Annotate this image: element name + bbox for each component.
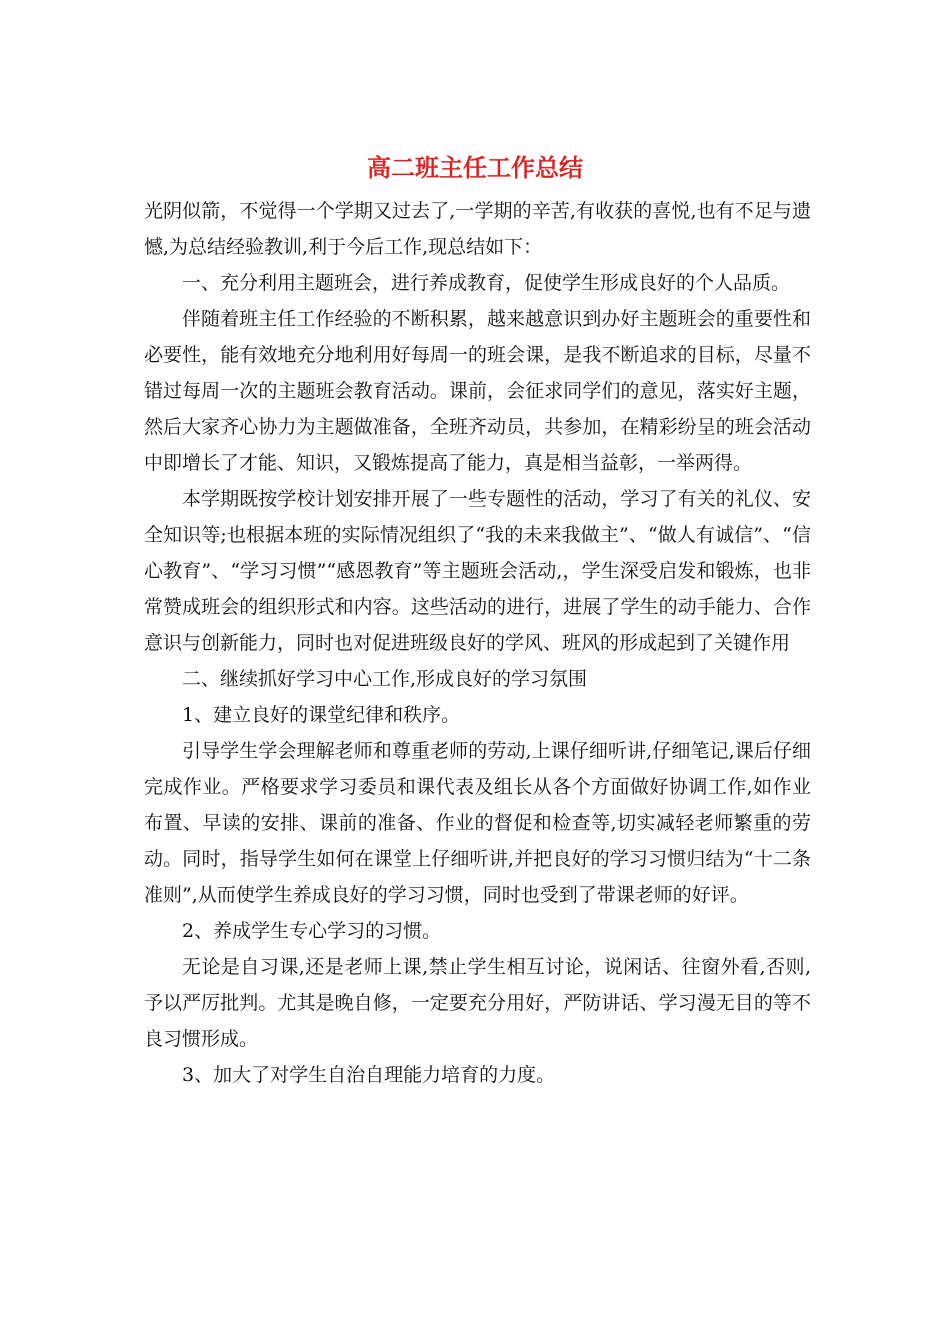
paragraph-heading-1: 一、充分利用主题班会，进行养成教育，促使学生形成良好的个人品质。 — [182, 272, 791, 294]
paragraph-classroom-discipline: 引导学生学会理解老师和尊重老师的劳动,上课仔细听讲,仔细笔记,课后仔细完成作业。严格要求学习委员和课代表及组长从各个方面做好协调工作,如作业布置、早读的安排、课前的准备、作业的督促和检查等,切实减轻老师繁重的劳动。同时，指导学生如何在课堂上仔细听讲,并把良好的学习习惯归结为“十二条准则”,从而使学生养成良好的学习习惯，同时也受到了带课老师的好评。 — [144, 740, 811, 906]
document-title: 高二班主任工作总结 — [367, 153, 583, 182]
paragraph-class-meeting: 伴随着班主任工作经验的不断积累，越来越意识到办好主题班会的重要性和必要性，能有效地充分地利用好每周一的班会课，是我不断追求的目标，尽量不错过每周一次的主题班会教育活动。课前，会征求同学们的意见，落实好主题，然后大家齐心协力为主题做准备，全班齐动员，共参加，在精彩纷呈的班会活动中即增长了才能、知识，又锻炼提高了能力，真是相当益彰，一举两得。 — [144, 308, 811, 474]
document-body — [144, 193, 811, 1093]
paragraph-activities: 本学期既按学校计划安排开展了一些专题性的活动，学习了有关的礼仪、安全知识等;也根据本班的实际情况组织了“我的未来我做主”、“做人有诚信”、“信心教育”、“学习习惯”“感恩教育”等主题班会活动,，学生深受启发和锻炼，也非常赞成班会的组织形式和内容。这些活动的进行，进展了学生的动手能力、合作意识与创新能力，同时也对促进班级良好的学风、班风的形成起到了关键作用 — [144, 488, 811, 654]
paragraph-focus-study: 无论是自习课,还是老师上课,禁止学生相互讨论，说闲话、往窗外看,否则,予以严厉批判。尤其是晚自修，一定要充分用好，严防讲话、学习漫无目的等不良习惯形成。 — [144, 956, 811, 1050]
paragraph-subheading-1: 1、建立良好的课堂纪律和秩序。 — [182, 704, 461, 726]
paragraph-intro: 光阴似箭，不觉得一个学期又过去了,一学期的辛苦,有收获的喜悦,也有不足与遗憾,为总结经验教训,利于今后工作,现总结如下： — [144, 200, 811, 258]
paragraph-subheading-2: 2、养成学生专心学习的习惯。 — [182, 920, 442, 942]
paragraph-heading-2: 二、继续抓好学习中心工作,形成良好的学习氛围 — [182, 668, 588, 690]
paragraph-subheading-3: 3、加大了对学生自治自理能力培育的力度。 — [182, 1064, 556, 1086]
